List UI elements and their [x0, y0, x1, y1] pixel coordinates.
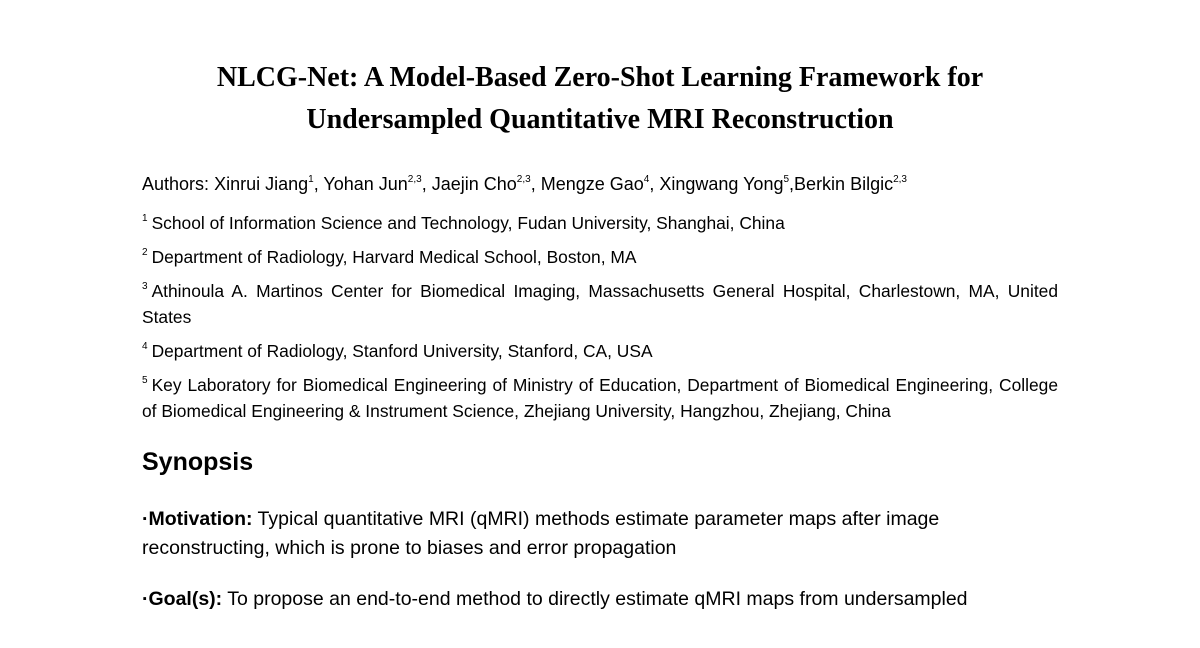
affiliation-text: Key Laboratory for Biomedical Engineering of Ministry of Education, Department of Biomedical Engineering, College of Biomedical Engineering & Instrument Science, Zhejiang University, Hangzhou, Zhejiang, China — [142, 375, 1058, 421]
affiliation-text: Department of Radiology, Harvard Medical School, Boston, MA — [151, 247, 637, 267]
affiliation-3 — [142, 278, 1058, 330]
author-affil-marker: 5 — [783, 174, 790, 185]
goals-label: ·Goal(s): — [142, 588, 223, 610]
affiliation-4 — [142, 338, 1058, 364]
affiliation-text: Athinoula A. Martinos Center for Biomedical Imaging, Massachusetts General Hospital, Charlestown, MA, United States — [142, 281, 1058, 327]
author-affil-marker: 1 — [308, 174, 314, 185]
author-2 — [323, 174, 431, 194]
author-list — [142, 172, 1058, 196]
affiliation-list — [142, 210, 1058, 424]
affiliation-text: School of Information Science and Technology, Fudan University, Shanghai, China — [151, 213, 785, 233]
affiliation-marker: 4 — [142, 341, 148, 353]
author-4 — [541, 174, 660, 194]
author-separator: , — [313, 174, 324, 194]
goals-text: To propose an end-to-end method to directly estimate qMRI maps from undersampled — [222, 588, 968, 610]
affiliation-marker: 1 — [142, 213, 148, 225]
affiliation-marker: 2 — [142, 247, 148, 259]
author-name: Xinrui Jiang — [214, 174, 309, 194]
motivation-label: ·Motivation: — [142, 508, 253, 530]
affiliation-2 — [142, 244, 1058, 270]
author-affil-marker: 2,3 — [893, 174, 907, 185]
author-separator: , — [649, 174, 660, 194]
author-separator: , — [421, 174, 432, 194]
affiliation-marker: 5 — [142, 375, 148, 387]
author-1 — [214, 174, 323, 194]
author-6 — [794, 174, 907, 194]
author-5 — [659, 174, 794, 194]
motivation-paragraph — [142, 505, 1058, 563]
author-name: Mengze Gao — [540, 174, 644, 194]
paper-page — [142, 0, 1058, 614]
synopsis-heading: Synopsis — [142, 448, 254, 476]
author-separator: , — [530, 174, 541, 194]
affiliation-marker: 3 — [142, 281, 148, 293]
paper-title-line1: NLCG-Net: A Model-Based Zero-Shot Learning Framework for — [216, 62, 984, 93]
motivation-text: Typical quantitative MRI (qMRI) methods estimate parameter maps after image reconstructing, which is prone to biases and error propagation — [142, 508, 940, 559]
author-3 — [432, 174, 541, 194]
affiliation-text: Department of Radiology, Stanford University, Stanford, CA, USA — [151, 341, 653, 361]
author-affil-marker: 2,3 — [516, 174, 531, 185]
author-name: Yohan Jun — [323, 174, 408, 194]
paper-title-line2: Undersampled Quantitative MRI Reconstruction — [306, 104, 894, 135]
paper-title — [142, 57, 1058, 141]
author-separator: , — [789, 174, 795, 194]
author-name: Jaejin Cho — [431, 174, 517, 194]
goals-paragraph — [142, 585, 1058, 614]
author-affil-marker: 4 — [643, 174, 650, 185]
author-names — [214, 174, 907, 194]
author-name: Xingwang Yong — [659, 174, 784, 194]
author-name: Berkin Bilgic — [794, 174, 894, 194]
authors-label: Authors: — [142, 174, 210, 194]
affiliation-1 — [142, 210, 1058, 236]
affiliation-5 — [142, 372, 1058, 424]
author-affil-marker: 2,3 — [407, 174, 422, 185]
